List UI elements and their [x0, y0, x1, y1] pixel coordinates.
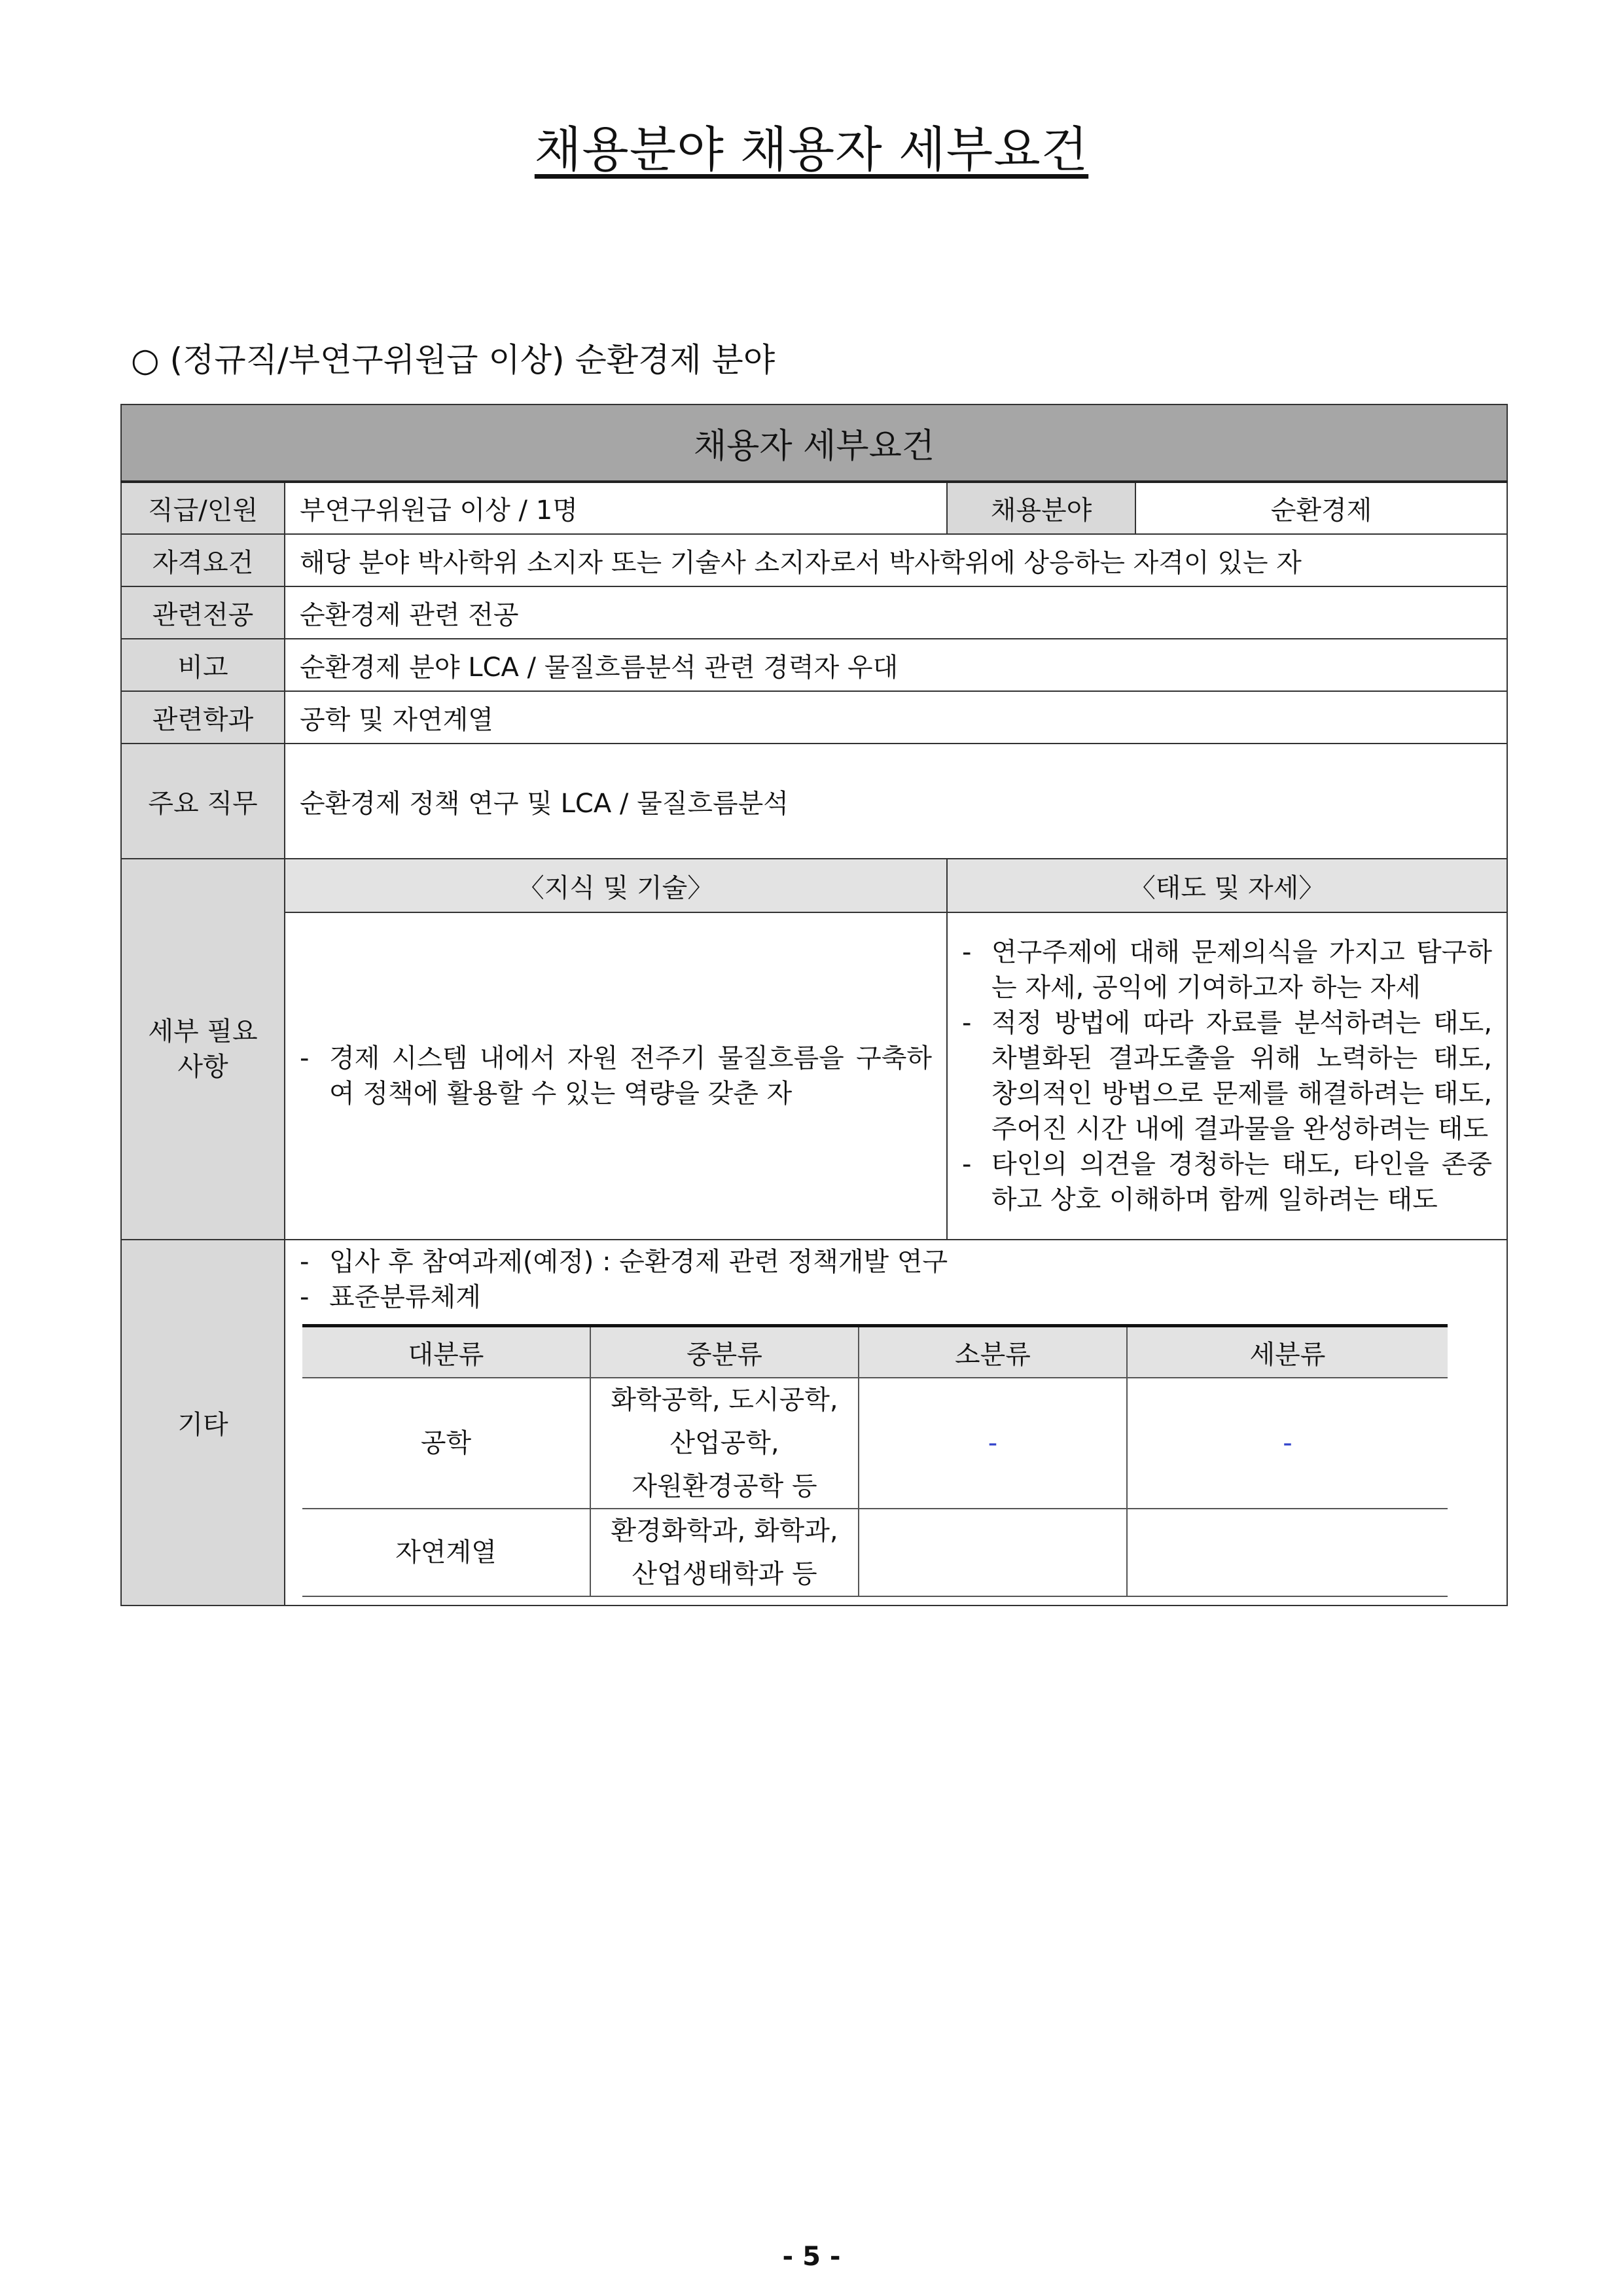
middle-line: 화학공학, 도시공학,: [611, 1385, 838, 1415]
page-title: 채용분야 채용자 세부요건: [534, 122, 1089, 178]
attitude-list: [962, 935, 1492, 1217]
attitude-item: - 적정 방법에 따라 자료를 분석하려는 태도, 차별화된 결과도출을 위해 노력하는 태도, 창의적인 방법으로 문제를 해결하려는 태도, 주어진 시간 내에 결과물을 완성하려는 태도: [962, 1005, 1492, 1147]
middle-line: 환경화학과, 화학과,: [611, 1516, 838, 1546]
middle-line: 자원환경공학 등: [632, 1471, 817, 1501]
field-label: 채용분야: [947, 482, 1135, 534]
detail-label: 세부 필요 사항: [121, 859, 285, 1240]
department-value: 공학 및 자연계열: [285, 691, 1507, 744]
middle-line: 산업생태학과 등: [632, 1559, 817, 1589]
position-label: 직급/인원: [121, 482, 285, 534]
classification-middle: [590, 1378, 859, 1509]
etc-line: - 입사 후 참여과제(예정) : 순환경제 관련 정책개발 연구: [300, 1244, 1492, 1280]
note-label: 비고: [121, 639, 285, 691]
section-heading: ○ (정규직/부연구위원급 이상) 순환경제 분야: [131, 341, 776, 379]
requirements-table: [120, 404, 1508, 1606]
classification-row: [302, 1378, 1448, 1509]
position-value: 부연구위원급 이상 / 1명: [285, 482, 947, 534]
classification-table: [302, 1324, 1448, 1597]
department-label: 관련학과: [121, 691, 285, 744]
knowledge-item: - 경제 시스템 내에서 자원 전주기 물질흐름을 구축하여 정책에 활용할 수 있는 역량을 갖춘 자: [300, 1041, 932, 1111]
duty-value: 순환경제 정책 연구 및 LCA / 물질흐름분석: [285, 744, 1507, 859]
etc-cell: [285, 1240, 1507, 1605]
major-label: 관련전공: [121, 586, 285, 639]
attitude-header: 〈태도 및 자세〉: [947, 859, 1507, 912]
classification-header: 중분류: [590, 1326, 859, 1378]
knowledge-list: [300, 1041, 932, 1111]
qualification-row: [121, 534, 1507, 586]
duty-row: [121, 744, 1507, 859]
duty-label: 주요 직무: [121, 744, 285, 859]
etc-label: 기타: [121, 1240, 285, 1605]
major-value: 순환경제 관련 전공: [285, 586, 1507, 639]
major-row: [121, 586, 1507, 639]
position-row: [121, 482, 1507, 534]
classification-minor: [859, 1509, 1127, 1596]
attitude-item: - 연구주제에 대해 문제의식을 가지고 탐구하는 자세, 공익에 기여하고자 하는 자세: [962, 935, 1492, 1005]
etc-line: - 표준분류체계: [300, 1280, 1492, 1315]
classification-major: 공학: [302, 1378, 590, 1509]
department-row: [121, 691, 1507, 744]
classification-minor: -: [859, 1378, 1127, 1509]
classification-header: 대분류: [302, 1326, 590, 1378]
classification-row: [302, 1509, 1448, 1596]
attitude-item: - 타인의 의견을 경청하는 태도, 타인을 존중하고 상호 이해하며 함께 일하려는 태도: [962, 1147, 1492, 1217]
detail-content-row: [121, 912, 1507, 1240]
qualification-label: 자격요건: [121, 534, 285, 586]
classification-detail: [1127, 1509, 1448, 1596]
page-number: - 5 -: [782, 2242, 841, 2272]
table-header: 채용자 세부요건: [121, 404, 1507, 482]
knowledge-cell: [285, 912, 947, 1240]
attitude-cell: [947, 912, 1507, 1240]
classification-major: 자연계열: [302, 1509, 590, 1596]
classification-detail: -: [1127, 1378, 1448, 1509]
classification-middle: [590, 1509, 859, 1596]
qualification-value: 해당 분야 박사학위 소지자 또는 기술사 소지자로서 박사학위에 상응하는 자격이 있는 자: [285, 534, 1507, 586]
middle-line: 산업공학,: [669, 1428, 779, 1458]
note-value: 순환경제 분야 LCA / 물질흐름분석 관련 경력자 우대: [285, 639, 1507, 691]
note-row: [121, 639, 1507, 691]
field-value: 순환경제: [1135, 482, 1507, 534]
etc-row: [121, 1240, 1507, 1605]
detail-subheader-row: [121, 859, 1507, 912]
classification-header-row: [302, 1326, 1448, 1378]
knowledge-header: 〈지식 및 기술〉: [285, 859, 947, 912]
classification-header: 세분류: [1127, 1326, 1448, 1378]
classification-header: 소분류: [859, 1326, 1127, 1378]
